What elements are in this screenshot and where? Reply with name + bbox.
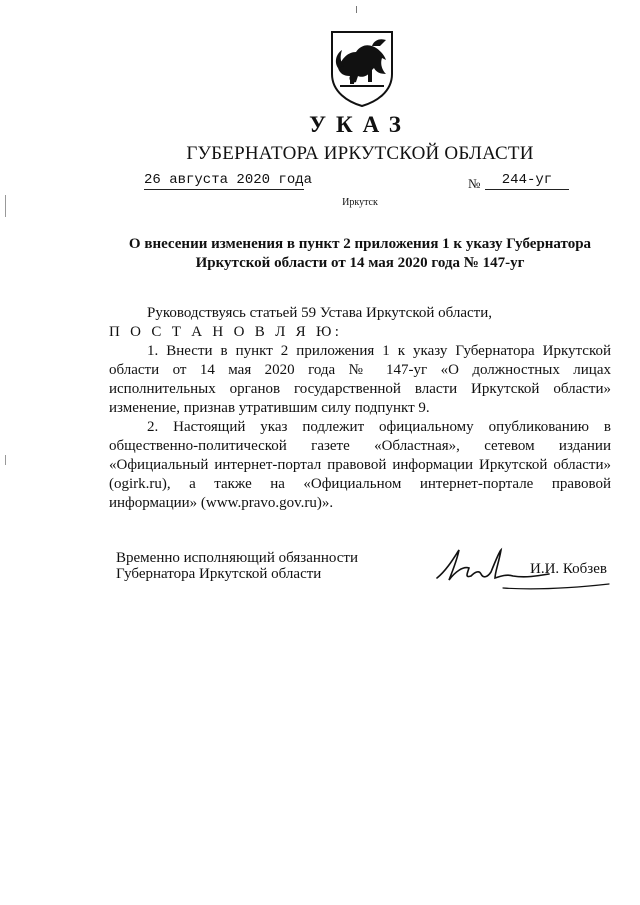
document-date: 26 августа 2020 года [144,172,313,188]
scan-edge-mark [5,455,6,465]
scan-mark [356,6,357,13]
irkutsk-coat-of-arms-icon [328,28,396,108]
city: Иркутск [342,197,378,208]
title-line: Иркутской области от 14 мая 2020 года № 147-уг [195,255,525,271]
document-type: УКАЗ [309,112,411,137]
title-line: О внесении изменения в пункт 2 приложения 1 к указу Губернатора [128,236,592,252]
document-title [120,235,600,273]
document-body [109,304,611,513]
preamble: Руководствуясь статьей 59 Устава Иркутской области, [147,305,493,321]
issuer-title: ГУБЕРНАТОРА ИРКУТСКОЙ ОБЛАСТИ [186,143,534,164]
document-number: 244-уг [485,172,569,190]
signatory-name: И.И. Кобзев [530,561,607,577]
paragraph-1: 1. Внести в пункт 2 приложения 1 к указу Губернатора Иркутской области от 14 мая 2020 года № 147-уг «О должностных лицах исполнительных органов государственной власти Иркутской области» изменение, признав утратившим силу подпункт 9. [109,343,611,416]
paragraph-2: 2. Настоящий указ подлежит официальному опубликованию в общественно-политической газете «Областная», сетевом издании «Официальный интернет-портал правовой информации Иркутской области» (ogirk.ru), а также на «Официальном интернет-портале правовой информации» (www.pravo.gov.ru)». [109,419,611,511]
signatory-position [116,550,358,582]
decree-word: П О С Т А Н О В Л Я Ю: [109,324,343,340]
number-sign: № [468,176,481,191]
position-line: Временно исполняющий обязанности [116,550,359,566]
position-line: Губернатора Иркутской области [116,566,322,582]
